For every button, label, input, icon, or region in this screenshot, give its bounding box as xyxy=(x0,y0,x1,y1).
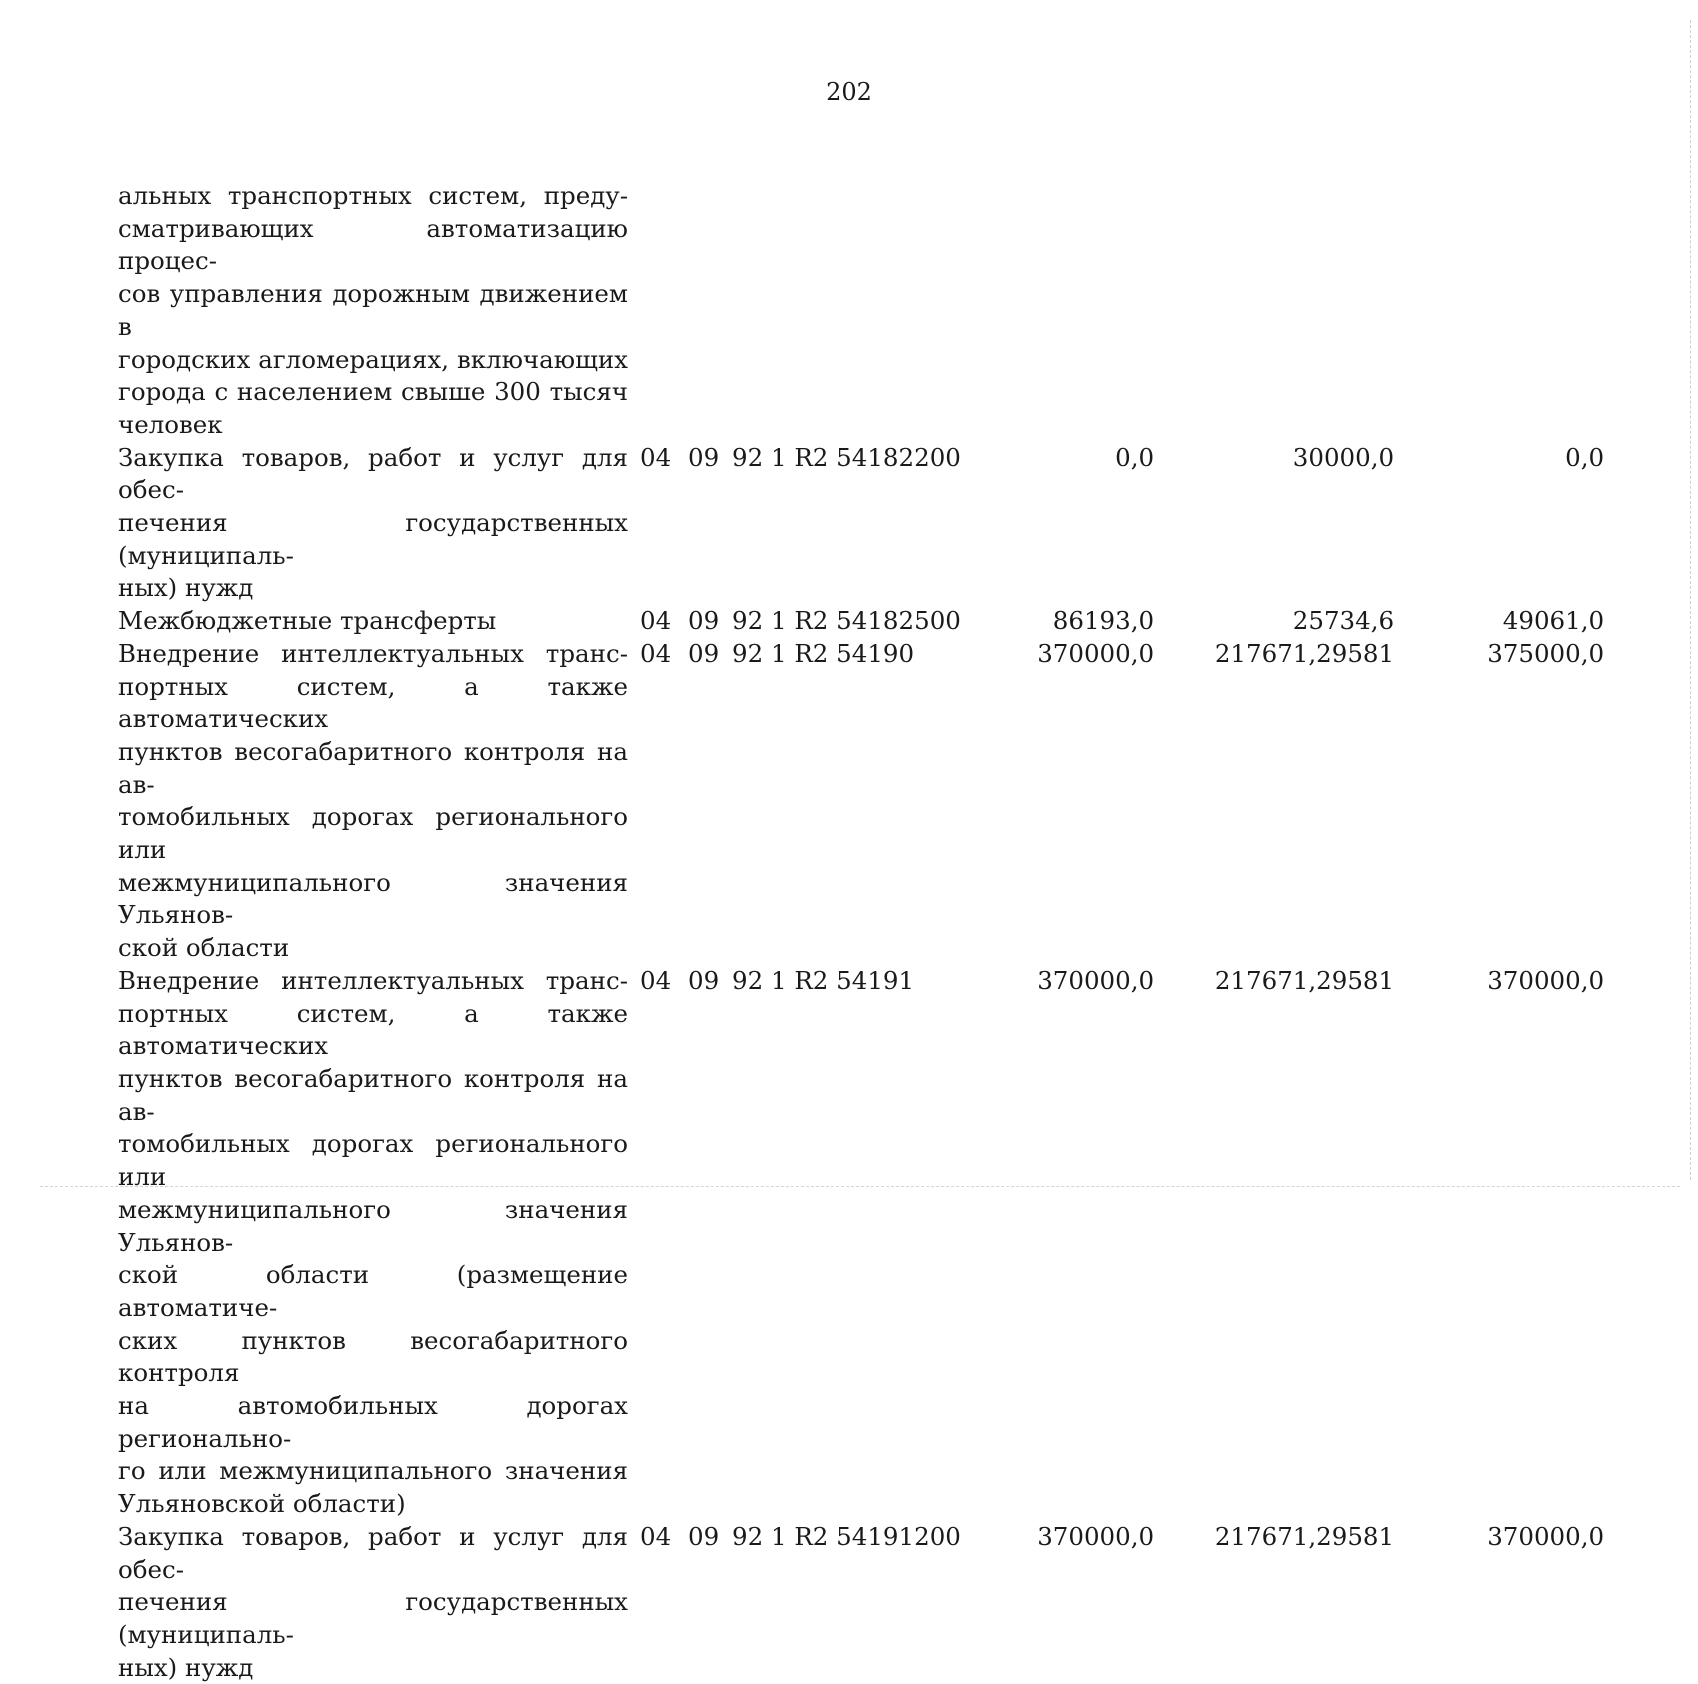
budget-table-body xyxy=(118,180,1644,1684)
description-line: портных систем, а также автоматических xyxy=(118,671,628,734)
description-line: томобильных дорогах регионального или xyxy=(118,802,628,865)
row-description xyxy=(118,638,628,965)
amount-year-3: 375000,0 xyxy=(1487,638,1605,668)
row-description xyxy=(118,965,628,1521)
amount-year-1: 370000,0 xyxy=(1037,965,1155,995)
description-line: ных) нужд xyxy=(118,573,254,603)
description-line: Закупка товаров, работ и услуг для обес- xyxy=(118,442,628,505)
row-description xyxy=(118,180,628,442)
scan-edge-bottom xyxy=(40,1186,1680,1187)
section-code: 04 xyxy=(640,1521,672,1551)
description-line: ской области xyxy=(118,933,290,963)
description-line: альных транспортных систем, преду- xyxy=(118,181,628,210)
section-code: 04 xyxy=(640,965,672,995)
description-line: Ульяновской области) xyxy=(118,1489,406,1519)
target-article-code: 92 1 R2 54190 xyxy=(732,638,915,668)
row-description xyxy=(118,605,628,638)
subsection-code: 09 xyxy=(688,606,720,636)
subsection-code: 09 xyxy=(688,1521,720,1551)
description-line: ских пунктов весогабаритного контроля xyxy=(118,1325,628,1388)
description-line: Закупка товаров, работ и услуг для обес- xyxy=(118,1521,628,1584)
table-row xyxy=(118,180,1644,442)
description-line: го или межмуниципального значения xyxy=(118,1456,628,1486)
amount-year-1: 370000,0 xyxy=(1037,1521,1155,1551)
budget-table xyxy=(118,180,1644,1684)
table-row xyxy=(118,442,1644,606)
description-line: томобильных дорогах регионального или xyxy=(118,1129,628,1192)
target-article-code: 92 1 R2 54182 xyxy=(732,606,915,636)
table-row xyxy=(118,605,1644,638)
description-line: печения государственных (муниципаль- xyxy=(118,508,628,570)
expense-type-code xyxy=(914,180,984,442)
page-number: 202 xyxy=(826,78,872,106)
amount-year-1: 370000,0 xyxy=(1037,638,1155,668)
expense-type-code xyxy=(914,638,984,965)
section-code: 04 xyxy=(640,606,672,636)
amount-year-3: 49061,0 xyxy=(1502,606,1605,636)
amount-year-2: 217671,29581 xyxy=(1214,1521,1395,1551)
description-line: сматривающих автоматизацию процес- xyxy=(118,213,628,276)
target-article-code: 92 1 R2 54191 xyxy=(732,965,915,995)
amount-year-2: 25734,6 xyxy=(1292,606,1395,636)
amount-year-1 xyxy=(984,180,1184,442)
description-line: на автомобильных дорогах регионально- xyxy=(118,1391,628,1453)
subsection-code: 09 xyxy=(688,965,720,995)
amount-year-1: 0,0 xyxy=(1115,442,1155,472)
table-row xyxy=(118,1521,1644,1684)
amount-year-1: 86193,0 xyxy=(1052,606,1155,636)
row-description xyxy=(118,1521,628,1684)
description-line: межмуниципального значения Ульянов- xyxy=(118,1194,628,1257)
description-line: ных) нужд xyxy=(118,1652,254,1682)
amount-year-2 xyxy=(1184,180,1404,442)
amount-year-2: 30000,0 xyxy=(1292,442,1395,472)
description-line: Внедрение интеллектуальных транс- xyxy=(118,965,628,995)
description-line: печения государственных (муниципаль- xyxy=(118,1587,628,1649)
amount-year-2: 217671,29581 xyxy=(1214,638,1395,668)
description-line: сов управления дорожным движением в xyxy=(118,279,628,341)
description-line: человек xyxy=(118,409,223,439)
subsection-code: 09 xyxy=(688,638,720,668)
expense-type-code: 500 xyxy=(914,606,961,636)
scan-edge-right xyxy=(1690,20,1691,1180)
amount-year-3: 370000,0 xyxy=(1487,1521,1605,1551)
subsection-code: 09 xyxy=(688,442,720,472)
description-line: Межбюджетные трансферты xyxy=(118,606,497,636)
expense-type-code: 200 xyxy=(914,442,961,472)
description-line: ской области (размещение автоматиче- xyxy=(118,1260,628,1322)
description-line: пунктов весогабаритного контроля на ав- xyxy=(118,736,628,799)
description-line: пунктов весогабаритного контроля на ав- xyxy=(118,1063,628,1126)
section-code: 04 xyxy=(640,638,672,668)
description-line: городских агломерациях, включающих xyxy=(118,344,628,374)
target-article-code: 92 1 R2 54191 xyxy=(732,1521,915,1551)
table-row xyxy=(118,638,1644,965)
amount-year-3 xyxy=(1404,180,1644,442)
section-code xyxy=(628,180,688,442)
amount-year-2: 217671,29581 xyxy=(1214,965,1395,995)
amount-year-3: 370000,0 xyxy=(1487,965,1605,995)
expense-type-code: 200 xyxy=(914,1521,961,1551)
expense-type-code xyxy=(914,965,984,1521)
subsection-code xyxy=(688,180,732,442)
table-row xyxy=(118,965,1644,1521)
description-line: Внедрение интеллектуальных транс- xyxy=(118,638,628,668)
target-article-code xyxy=(732,180,914,442)
description-line: межмуниципального значения Ульянов- xyxy=(118,867,628,930)
description-line: города с населением свыше 300 тысяч xyxy=(118,377,628,407)
section-code: 04 xyxy=(640,442,672,472)
description-line: портных систем, а также автоматических xyxy=(118,998,628,1061)
amount-year-3: 0,0 xyxy=(1565,442,1605,472)
row-description xyxy=(118,442,628,606)
target-article-code: 92 1 R2 54182 xyxy=(732,442,915,472)
